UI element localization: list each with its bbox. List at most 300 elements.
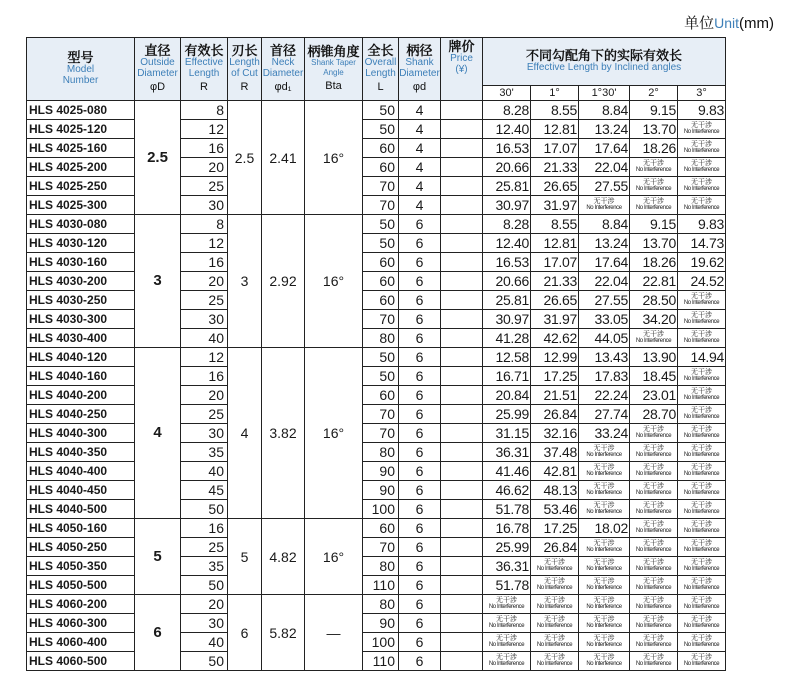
effective-length: 50 (181, 500, 228, 519)
effective-length-value: 21.33 (531, 158, 579, 177)
no-interference-cn: 无干涉 (593, 198, 615, 205)
overall-length: 50 (363, 348, 399, 367)
no-interference-cell (483, 614, 531, 633)
overall-length: 70 (363, 310, 399, 329)
overall-length: 90 (363, 614, 399, 633)
no-interference-cn: 无干涉 (643, 578, 664, 585)
no-interference-cell (678, 538, 726, 557)
effective-length-value: 13.70 (630, 234, 678, 253)
table-row (27, 576, 726, 595)
model-number: HLS 4030-200 (27, 272, 135, 291)
effective-length-value: 18.26 (630, 253, 678, 272)
effective-length-value: 18.02 (579, 519, 630, 538)
overall-length: 60 (363, 519, 399, 538)
model-number: HLS 4025-080 (27, 101, 135, 120)
effective-length-value: 53.46 (531, 500, 579, 519)
header-neck-diameter: 首径 Neck Diameter φd₁ (262, 38, 305, 101)
shank-taper-angle: 16° (305, 215, 363, 348)
no-interference-en: No Interference (586, 205, 622, 211)
effective-length-value: 9.83 (678, 215, 726, 234)
no-interference-en: No Interference (635, 642, 672, 648)
overall-length: 70 (363, 538, 399, 557)
no-interference-en: No Interference (635, 338, 672, 344)
no-interference-en: No Interference (635, 205, 672, 211)
table-row (27, 101, 726, 120)
no-interference-en: No Interference (536, 661, 573, 667)
no-interference-cell (531, 557, 579, 576)
overall-length: 90 (363, 481, 399, 500)
header-overall-length: 全长 Overall Length L (363, 38, 399, 101)
model-number: HLS 4060-500 (27, 652, 135, 671)
price (441, 120, 483, 139)
effective-length: 45 (181, 481, 228, 500)
effective-length: 20 (181, 386, 228, 405)
unit-mm: (mm) (739, 15, 774, 32)
length-of-cut: 3 (228, 215, 262, 348)
model-number: HLS 4050-160 (27, 519, 135, 538)
no-interference-cell (579, 557, 630, 576)
length-of-cut: 5 (228, 519, 262, 595)
effective-length: 25 (181, 538, 228, 557)
table-row (27, 139, 726, 158)
overall-length: 60 (363, 272, 399, 291)
shank-diameter: 6 (399, 557, 441, 576)
table-row (27, 557, 726, 576)
no-interference-en: No Interference (683, 186, 720, 192)
no-interference-cn: 无干涉 (593, 559, 615, 566)
no-interference-cell (678, 329, 726, 348)
effective-length-value: 13.24 (579, 120, 630, 139)
effective-length-value: 51.78 (483, 500, 531, 519)
overall-length: 60 (363, 158, 399, 177)
shank-diameter: 6 (399, 253, 441, 272)
effective-length-value: 8.84 (579, 215, 630, 234)
no-interference-en: No Interference (683, 661, 720, 667)
no-interference-cell (630, 196, 678, 215)
price (441, 481, 483, 500)
model-number: HLS 4030-400 (27, 329, 135, 348)
model-number: HLS 4040-350 (27, 443, 135, 462)
no-interference-en: No Interference (586, 547, 622, 553)
no-interference-en: No Interference (683, 528, 720, 534)
no-interference-cell (630, 538, 678, 557)
effective-length-value: 37.48 (531, 443, 579, 462)
effective-length: 40 (181, 462, 228, 481)
model-number: HLS 4040-400 (27, 462, 135, 481)
effective-length-value: 16.78 (483, 519, 531, 538)
effective-length-value: 26.84 (531, 405, 579, 424)
no-interference-en: No Interference (683, 319, 720, 325)
price (441, 386, 483, 405)
effective-length: 16 (181, 139, 228, 158)
price (441, 272, 483, 291)
no-interference-cell (630, 481, 678, 500)
price (441, 500, 483, 519)
angle-header-1: 1° (531, 86, 579, 101)
no-interference-cell (483, 652, 531, 671)
no-interference-cn: 无干涉 (593, 578, 615, 585)
no-interference-cell (579, 538, 630, 557)
no-interference-cell (678, 177, 726, 196)
no-interference-cn: 无干涉 (691, 331, 712, 338)
effective-length-value: 17.07 (531, 139, 579, 158)
no-interference-cn: 无干涉 (691, 445, 712, 452)
no-interference-cn: 无干涉 (544, 616, 565, 623)
shank-diameter: 6 (399, 329, 441, 348)
effective-length-value: 22.81 (630, 272, 678, 291)
no-interference-en: No Interference (586, 585, 622, 591)
overall-length: 50 (363, 120, 399, 139)
no-interference-cn: 无干涉 (593, 464, 615, 471)
table-row (27, 329, 726, 348)
no-interference-cn: 无干涉 (643, 597, 664, 604)
no-interference-cell (678, 310, 726, 329)
length-of-cut: 6 (228, 595, 262, 671)
effective-length-value: 9.15 (630, 215, 678, 234)
shank-diameter: 6 (399, 614, 441, 633)
model-number: HLS 4040-160 (27, 367, 135, 386)
no-interference-cn: 无干涉 (643, 198, 664, 205)
no-interference-en: No Interference (683, 167, 720, 173)
shank-diameter: 6 (399, 348, 441, 367)
price (441, 405, 483, 424)
no-interference-en: No Interference (683, 414, 720, 420)
no-interference-en: No Interference (488, 623, 525, 629)
model-number: HLS 4040-250 (27, 405, 135, 424)
no-interference-cn: 无干涉 (691, 521, 712, 528)
no-interference-cn: 无干涉 (496, 654, 517, 661)
price (441, 557, 483, 576)
no-interference-cn: 无干涉 (496, 597, 517, 604)
effective-length-value: 21.33 (531, 272, 579, 291)
no-interference-cn: 无干涉 (691, 464, 712, 471)
no-interference-en: No Interference (683, 623, 720, 629)
no-interference-cn: 无干涉 (691, 540, 712, 547)
overall-length: 60 (363, 386, 399, 405)
effective-length-value: 13.43 (579, 348, 630, 367)
model-number: HLS 4030-250 (27, 291, 135, 310)
shank-diameter: 6 (399, 215, 441, 234)
no-interference-en: No Interference (536, 623, 573, 629)
no-interference-en: No Interference (635, 623, 672, 629)
no-interference-cn: 无干涉 (691, 502, 712, 509)
effective-length-value: 25.81 (483, 291, 531, 310)
no-interference-cell (630, 177, 678, 196)
table-row (27, 633, 726, 652)
no-interference-en: No Interference (536, 642, 573, 648)
effective-length-value: 41.46 (483, 462, 531, 481)
no-interference-cn: 无干涉 (691, 578, 712, 585)
effective-length: 16 (181, 367, 228, 386)
table-row (27, 519, 726, 538)
effective-length-value: 12.58 (483, 348, 531, 367)
no-interference-cell (678, 652, 726, 671)
table-row (27, 310, 726, 329)
effective-length: 30 (181, 614, 228, 633)
effective-length: 25 (181, 405, 228, 424)
shank-diameter: 6 (399, 500, 441, 519)
effective-length-value: 8.55 (531, 215, 579, 234)
effective-length-value: 26.84 (531, 538, 579, 557)
effective-length-value: 34.20 (630, 310, 678, 329)
shank-diameter: 6 (399, 481, 441, 500)
table-row (27, 120, 726, 139)
no-interference-en: No Interference (683, 509, 720, 515)
no-interference-en: No Interference (488, 604, 525, 610)
effective-length-value: 22.04 (579, 272, 630, 291)
overall-length: 50 (363, 101, 399, 120)
overall-length: 60 (363, 139, 399, 158)
no-interference-cn: 无干涉 (593, 445, 615, 452)
shank-taper-angle: 16° (305, 348, 363, 519)
no-interference-en: No Interference (683, 566, 720, 572)
no-interference-cell (678, 462, 726, 481)
model-number: HLS 4050-250 (27, 538, 135, 557)
model-number: HLS 4040-500 (27, 500, 135, 519)
table-row (27, 348, 726, 367)
no-interference-cell (678, 386, 726, 405)
shank-diameter: 6 (399, 234, 441, 253)
table-row (27, 196, 726, 215)
no-interference-en: No Interference (683, 129, 720, 135)
effective-length-value: 31.15 (483, 424, 531, 443)
no-interference-cn: 无干涉 (496, 616, 517, 623)
effective-length-value: 20.66 (483, 272, 531, 291)
effective-length-value: 8.84 (579, 101, 630, 120)
outside-diameter: 2.5 (135, 101, 181, 215)
model-number: HLS 4030-160 (27, 253, 135, 272)
effective-length: 35 (181, 443, 228, 462)
price (441, 329, 483, 348)
effective-length-value: 42.81 (531, 462, 579, 481)
no-interference-en: No Interference (635, 433, 672, 439)
price (441, 519, 483, 538)
shank-diameter: 6 (399, 595, 441, 614)
no-interference-cn: 无干涉 (691, 293, 712, 300)
table-row (27, 367, 726, 386)
effective-length-value: 8.28 (483, 215, 531, 234)
effective-length-value: 46.62 (483, 481, 531, 500)
table-row (27, 177, 726, 196)
no-interference-cell (579, 500, 630, 519)
no-interference-cn: 无干涉 (691, 312, 712, 319)
no-interference-cell (678, 139, 726, 158)
no-interference-cell (678, 424, 726, 443)
neck-diameter: 4.82 (262, 519, 305, 595)
effective-length-value: 44.05 (579, 329, 630, 348)
price (441, 633, 483, 652)
effective-length-value: 30.97 (483, 310, 531, 329)
no-interference-cn: 无干涉 (544, 578, 565, 585)
effective-length-value: 28.70 (630, 405, 678, 424)
no-interference-cell (630, 424, 678, 443)
no-interference-cn: 无干涉 (691, 369, 712, 376)
no-interference-cn: 无干涉 (593, 540, 615, 547)
no-interference-cell (579, 576, 630, 595)
no-interference-en: No Interference (683, 148, 720, 154)
shank-diameter: 4 (399, 177, 441, 196)
shank-diameter: 4 (399, 196, 441, 215)
no-interference-cn: 无干涉 (544, 559, 565, 566)
overall-length: 90 (363, 462, 399, 481)
effective-length: 16 (181, 519, 228, 538)
effective-length-value: 19.62 (678, 253, 726, 272)
table-row (27, 234, 726, 253)
effective-length: 25 (181, 177, 228, 196)
model-number: HLS 4050-500 (27, 576, 135, 595)
no-interference-cell (579, 481, 630, 500)
price (441, 538, 483, 557)
model-number: HLS 4030-120 (27, 234, 135, 253)
overall-length: 100 (363, 633, 399, 652)
effective-length-value: 14.73 (678, 234, 726, 253)
unit-label (684, 12, 774, 33)
effective-length-value: 27.55 (579, 291, 630, 310)
no-interference-cell (579, 196, 630, 215)
shank-diameter: 6 (399, 272, 441, 291)
shank-diameter: 6 (399, 405, 441, 424)
model-number: HLS 4025-200 (27, 158, 135, 177)
effective-length: 50 (181, 576, 228, 595)
overall-length: 70 (363, 196, 399, 215)
length-of-cut: 2.5 (228, 101, 262, 215)
price (441, 424, 483, 443)
model-number: HLS 4040-300 (27, 424, 135, 443)
no-interference-cell (630, 462, 678, 481)
no-interference-cell (678, 595, 726, 614)
effective-length-value: 8.28 (483, 101, 531, 120)
no-interference-cn: 无干涉 (691, 426, 712, 433)
overall-length: 50 (363, 215, 399, 234)
no-interference-cn: 无干涉 (691, 198, 712, 205)
no-interference-en: No Interference (536, 566, 573, 572)
no-interference-cn: 无干涉 (643, 331, 664, 338)
no-interference-cell (579, 443, 630, 462)
no-interference-cell (531, 614, 579, 633)
table-row (27, 538, 726, 557)
no-interference-cn: 无干涉 (691, 559, 712, 566)
no-interference-cn: 无干涉 (691, 483, 712, 490)
effective-length-value: 31.97 (531, 196, 579, 215)
effective-length-value: 21.51 (531, 386, 579, 405)
no-interference-en: No Interference (586, 471, 622, 477)
effective-length: 25 (181, 291, 228, 310)
price (441, 158, 483, 177)
no-interference-cell (579, 633, 630, 652)
effective-length: 8 (181, 101, 228, 120)
no-interference-cell (678, 291, 726, 310)
shank-diameter: 6 (399, 652, 441, 671)
effective-length-value: 17.07 (531, 253, 579, 272)
overall-length: 100 (363, 500, 399, 519)
no-interference-cn: 无干涉 (496, 635, 517, 642)
no-interference-en: No Interference (635, 547, 672, 553)
effective-length: 8 (181, 215, 228, 234)
no-interference-en: No Interference (635, 604, 672, 610)
no-interference-en: No Interference (586, 642, 622, 648)
effective-length-value: 25.99 (483, 405, 531, 424)
effective-length-value: 12.81 (531, 234, 579, 253)
model-number: HLS 4050-350 (27, 557, 135, 576)
effective-length-value: 12.40 (483, 234, 531, 253)
no-interference-cell (630, 443, 678, 462)
no-interference-cn: 无干涉 (691, 388, 712, 395)
model-number: HLS 4060-300 (27, 614, 135, 633)
no-interference-cell (483, 595, 531, 614)
effective-length: 12 (181, 348, 228, 367)
shank-diameter: 6 (399, 462, 441, 481)
no-interference-cell (630, 614, 678, 633)
no-interference-cn: 无干涉 (643, 616, 664, 623)
price (441, 367, 483, 386)
outside-diameter: 4 (135, 348, 181, 519)
no-interference-en: No Interference (536, 604, 573, 610)
effective-length-value: 14.94 (678, 348, 726, 367)
price (441, 101, 483, 120)
no-interference-cn: 无干涉 (691, 597, 712, 604)
no-interference-cell (630, 652, 678, 671)
no-interference-cn: 无干涉 (643, 445, 664, 452)
outside-diameter: 6 (135, 595, 181, 671)
model-number: HLS 4040-450 (27, 481, 135, 500)
effective-length-value: 12.81 (531, 120, 579, 139)
angle-header-0: 30' (483, 86, 531, 101)
no-interference-cell (678, 614, 726, 633)
effective-length-value: 17.25 (531, 519, 579, 538)
no-interference-cn: 无干涉 (544, 654, 565, 661)
length-of-cut: 4 (228, 348, 262, 519)
effective-length-value: 27.55 (579, 177, 630, 196)
effective-length-value: 23.01 (630, 386, 678, 405)
effective-length-value: 22.24 (579, 386, 630, 405)
spec-table (26, 37, 726, 671)
angle-header-4: 3° (678, 86, 726, 101)
table-row (27, 500, 726, 519)
no-interference-cn: 无干涉 (643, 540, 664, 547)
angle-header-3: 2° (630, 86, 678, 101)
table-row (27, 443, 726, 462)
no-interference-cell (678, 405, 726, 424)
effective-length-value: 13.24 (579, 234, 630, 253)
overall-length: 70 (363, 405, 399, 424)
no-interference-en: No Interference (683, 642, 720, 648)
shank-diameter: 6 (399, 443, 441, 462)
overall-length: 70 (363, 424, 399, 443)
table-row (27, 272, 726, 291)
effective-length-value: 33.05 (579, 310, 630, 329)
price (441, 462, 483, 481)
header-shank-taper: 柄锥角度 Shank Taper Angle Bta (305, 38, 363, 101)
table-body (27, 101, 726, 671)
table-row (27, 595, 726, 614)
effective-length-value: 18.26 (630, 139, 678, 158)
no-interference-cn: 无干涉 (593, 502, 615, 509)
no-interference-cn: 无干涉 (643, 483, 664, 490)
no-interference-cn: 无干涉 (593, 616, 615, 623)
model-number: HLS 4030-300 (27, 310, 135, 329)
effective-length: 40 (181, 633, 228, 652)
shank-diameter: 6 (399, 576, 441, 595)
overall-length: 50 (363, 234, 399, 253)
price (441, 348, 483, 367)
no-interference-en: No Interference (635, 490, 672, 496)
no-interference-cell (579, 614, 630, 633)
overall-length: 80 (363, 443, 399, 462)
no-interference-cn: 无干涉 (691, 616, 712, 623)
no-interference-cn: 无干涉 (691, 654, 712, 661)
no-interference-cell (678, 576, 726, 595)
no-interference-cn: 无干涉 (643, 654, 664, 661)
